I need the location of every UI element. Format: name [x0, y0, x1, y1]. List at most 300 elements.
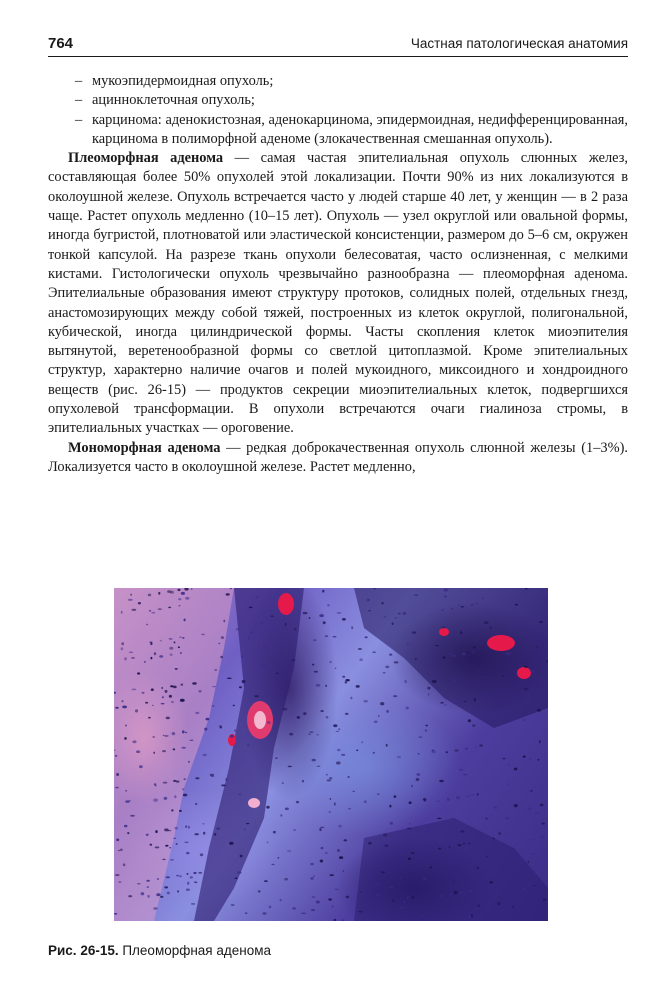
cell-nucleus	[534, 871, 536, 874]
cell-nucleus	[161, 687, 163, 689]
cell-nucleus	[245, 912, 248, 914]
cell-nucleus	[407, 896, 409, 899]
cell-nucleus	[195, 777, 199, 779]
cell-nucleus	[229, 842, 233, 845]
cell-nucleus	[454, 749, 458, 751]
cell-nucleus	[292, 659, 296, 661]
cell-nucleus	[341, 754, 345, 756]
cell-nucleus	[482, 597, 484, 600]
cell-nucleus	[456, 796, 460, 799]
cell-nucleus	[541, 823, 545, 825]
cell-nucleus	[191, 903, 195, 905]
cell-nucleus	[535, 812, 539, 814]
cell-nucleus	[149, 610, 151, 612]
cell-nucleus	[238, 793, 241, 795]
cell-nucleus	[337, 749, 341, 751]
cell-nucleus	[408, 857, 411, 860]
paragraph-text: — самая частая эпителиальная опухоль слюнных желез, составляющая более 50% опухолей этой локализации. Почти 90% из них локализуются в околоушной железе. Опухоль встречается часто у людей старше 40 лет, у женщин — в 2 раза чаще. Растет опухоль медленно (10–15 лет). Опухоль — узел округлой или овальной формы, иногда бугристой, плотноватой или эластической консистенции, размером до 5–6 см, окружен тонкой капсулой. На разрезе ткань опухоли белесоватая, часто ослизненная, с мелкими кистами. Гистологически опухоль чрезвычайно разнообразна — плеоморфная аденома. Эпителиальные образования имеют структуру протоков, солидных полей, отдельных гнезд, анастомозирующих между собой тяжей, построенных из клеток округлой, полигональной, кубической, иногда цилиндрической формы. Часты скопления клеток миоэпителия вытянутой, веретенообразной формы со светлой цитоплазмой. Кроме эпителиальных структур, характерно наличие очагов и полей мукоидного, миксоидного и хондроидного веществ (рис. 26-15) — продуктов секреции миоэпителиальных клеток, подвергшихся опухолевой трансформации. В опухоли встречаются очаги гиалиноза стромы, в эпителиальных участках — ороговение.	[48, 150, 628, 437]
cell-nucleus	[184, 778, 186, 780]
cell-nucleus	[195, 712, 199, 714]
cell-nucleus	[202, 754, 207, 756]
cell-nucleus	[242, 655, 244, 658]
cell-nucleus	[203, 832, 205, 835]
cell-nucleus	[174, 795, 176, 798]
cell-nucleus	[323, 621, 326, 624]
cell-nucleus	[344, 839, 348, 841]
cell-nucleus	[334, 919, 337, 921]
cell-nucleus	[278, 857, 280, 859]
cell-nucleus	[163, 735, 165, 736]
cell-nucleus	[223, 620, 225, 623]
cell-nucleus	[141, 692, 144, 694]
cell-nucleus	[475, 746, 477, 748]
cell-nucleus	[329, 811, 331, 813]
cell-nucleus	[121, 611, 123, 614]
cell-nucleus	[180, 652, 182, 654]
cell-nucleus	[288, 766, 292, 768]
cell-nucleus	[150, 844, 153, 846]
cell-nucleus	[339, 856, 343, 859]
cell-nucleus	[463, 774, 468, 775]
cell-nucleus	[532, 707, 534, 708]
cell-nucleus	[170, 654, 173, 656]
cell-nucleus	[449, 652, 452, 655]
cell-nucleus	[125, 725, 127, 727]
cell-nucleus	[508, 764, 510, 766]
cell-nucleus	[343, 870, 345, 872]
cell-nucleus	[530, 669, 535, 672]
cell-nucleus	[475, 603, 479, 605]
cell-nucleus	[285, 678, 288, 679]
cell-nucleus	[400, 851, 404, 852]
cell-nucleus	[442, 627, 446, 629]
cell-nucleus	[244, 828, 246, 831]
cell-nucleus	[195, 833, 199, 835]
cell-nucleus	[325, 685, 327, 688]
cell-nucleus	[451, 655, 456, 657]
cell-nucleus	[434, 675, 436, 678]
cell-nucleus	[280, 899, 282, 901]
cell-nucleus	[226, 593, 230, 596]
cell-nucleus	[338, 825, 341, 828]
cell-nucleus	[314, 671, 318, 673]
cell-nucleus	[181, 684, 184, 686]
cell-nucleus	[472, 651, 474, 653]
cell-nucleus	[179, 875, 182, 877]
cell-nucleus	[146, 624, 148, 625]
cell-nucleus	[356, 685, 360, 688]
list-item	[48, 111, 628, 150]
cell-nucleus	[248, 637, 250, 640]
cell-nucleus	[394, 795, 397, 798]
cell-nucleus	[373, 752, 375, 754]
cell-nucleus	[376, 893, 381, 896]
cell-nucleus	[430, 866, 432, 868]
cell-nucleus	[240, 855, 243, 858]
cell-nucleus	[462, 653, 466, 655]
term-pleomorphic-adenoma: Плеоморфная аденома	[68, 150, 224, 167]
cell-nucleus	[389, 887, 394, 888]
cell-nucleus	[377, 793, 380, 795]
figure-caption	[48, 943, 628, 958]
cell-nucleus	[218, 643, 220, 645]
cell-nucleus	[251, 631, 254, 633]
cell-nucleus	[321, 847, 324, 849]
cell-nucleus	[220, 656, 223, 659]
cell-nucleus	[463, 701, 466, 702]
cell-nucleus	[212, 686, 216, 687]
cell-nucleus	[427, 687, 430, 690]
cell-nucleus	[539, 621, 543, 623]
cell-nucleus	[138, 602, 141, 604]
cell-nucleus	[463, 843, 465, 845]
cell-nucleus	[254, 695, 259, 697]
cell-nucleus	[498, 832, 501, 835]
cell-nucleus	[530, 790, 533, 792]
cell-nucleus	[235, 878, 238, 880]
cell-nucleus	[519, 910, 522, 912]
cell-nucleus	[194, 881, 197, 883]
cell-nucleus	[437, 801, 440, 802]
cell-nucleus	[262, 664, 266, 666]
cell-nucleus	[392, 900, 394, 902]
dark-epithelial-nest	[354, 588, 548, 728]
cell-nucleus	[164, 797, 168, 800]
cell-nucleus	[474, 698, 476, 701]
cell-nucleus	[249, 607, 253, 609]
cell-nucleus	[132, 609, 137, 611]
cell-nucleus	[312, 896, 316, 897]
cell-nucleus	[123, 863, 126, 866]
cell-nucleus	[179, 637, 182, 638]
cell-nucleus	[443, 656, 446, 659]
cell-nucleus	[171, 809, 173, 811]
cell-nucleus	[319, 614, 324, 617]
cell-nucleus	[236, 628, 240, 631]
cell-nucleus	[334, 802, 336, 805]
cell-nucleus	[502, 675, 504, 677]
cell-nucleus	[185, 732, 187, 733]
cell-nucleus	[414, 848, 418, 850]
cell-nucleus	[188, 761, 190, 762]
cell-nucleus	[178, 646, 180, 648]
cell-nucleus	[444, 589, 448, 592]
cell-nucleus	[310, 863, 314, 865]
cell-nucleus	[432, 829, 434, 830]
list-item-text: карцинома: аденокистозная, аденокарцинома, эпидермоидная, недифференцированная, карцинома в полиморфной аденоме (злокачественная смешанная опухоль).	[92, 111, 628, 147]
cell-nucleus	[406, 707, 409, 710]
cell-nucleus	[239, 686, 242, 688]
cell-nucleus	[432, 680, 437, 683]
cell-nucleus	[198, 872, 202, 874]
cell-nucleus	[316, 734, 319, 735]
list-dash: –	[75, 73, 83, 89]
page-number: 764	[48, 35, 74, 52]
cell-nucleus	[285, 623, 287, 626]
cell-nucleus	[118, 881, 121, 882]
cell-nucleus	[342, 618, 346, 621]
cell-nucleus	[178, 589, 181, 591]
cell-nucleus	[115, 755, 118, 757]
cell-nucleus	[432, 750, 434, 752]
cell-nucleus	[193, 872, 196, 874]
cell-nucleus	[297, 716, 300, 719]
cell-nucleus	[184, 619, 186, 622]
cell-nucleus	[275, 757, 277, 759]
cell-nucleus	[206, 718, 210, 721]
cell-nucleus	[459, 701, 462, 703]
cell-nucleus	[130, 594, 132, 596]
cell-nucleus	[115, 707, 118, 709]
cell-nucleus	[361, 741, 363, 743]
cell-nucleus	[165, 690, 168, 693]
red-inclusion	[248, 798, 260, 808]
cell-nucleus	[540, 804, 544, 807]
cell-nucleus	[276, 672, 279, 674]
cell-nucleus	[174, 641, 176, 643]
cell-nucleus	[257, 596, 259, 599]
cell-nucleus	[115, 874, 120, 876]
cell-nucleus	[221, 784, 226, 786]
cell-nucleus	[182, 730, 185, 733]
cell-nucleus	[327, 604, 329, 606]
cell-nucleus	[144, 661, 146, 663]
cell-nucleus	[411, 785, 413, 788]
cell-nucleus	[137, 672, 140, 674]
cell-nucleus	[262, 912, 266, 914]
cell-nucleus	[183, 794, 187, 797]
cell-nucleus	[460, 606, 464, 608]
cell-nucleus	[148, 717, 151, 719]
cell-nucleus	[407, 828, 412, 830]
cell-nucleus	[147, 895, 149, 898]
cell-nucleus	[465, 748, 468, 750]
cell-nucleus	[225, 778, 228, 781]
cell-nucleus	[336, 761, 341, 764]
cell-nucleus	[383, 672, 386, 674]
carcinoma-list	[48, 72, 628, 149]
cell-nucleus	[162, 750, 166, 752]
cell-nucleus	[351, 626, 353, 629]
cell-nucleus	[294, 628, 296, 630]
cell-nucleus	[151, 612, 155, 613]
cell-nucleus	[399, 907, 403, 909]
cell-nucleus	[389, 654, 392, 656]
cell-nucleus	[148, 594, 151, 597]
cell-nucleus	[330, 874, 334, 876]
cell-nucleus	[287, 850, 291, 851]
cell-nucleus	[409, 823, 411, 825]
cell-nucleus	[345, 713, 349, 715]
cell-nucleus	[503, 622, 506, 624]
cell-nucleus	[368, 610, 370, 612]
cell-nucleus	[128, 895, 132, 897]
cell-nucleus	[450, 893, 452, 896]
cell-nucleus	[390, 822, 393, 825]
cell-nucleus	[470, 794, 475, 795]
cell-nucleus	[342, 676, 345, 678]
cell-nucleus	[116, 839, 119, 842]
list-item	[48, 91, 628, 110]
cell-nucleus	[540, 835, 545, 838]
cell-nucleus	[359, 658, 362, 661]
running-head: Частная патологическая анатомия	[410, 36, 628, 51]
cell-nucleus	[115, 787, 119, 789]
cell-nucleus	[484, 886, 487, 889]
cell-nucleus	[164, 828, 169, 831]
cell-nucleus	[364, 700, 368, 702]
cell-nucleus	[319, 828, 321, 831]
cell-nucleus	[514, 768, 517, 771]
cell-nucleus	[479, 744, 483, 746]
red-inclusion	[487, 635, 515, 651]
cell-nucleus	[280, 814, 282, 817]
cell-nucleus	[204, 728, 207, 731]
cell-nucleus	[192, 682, 197, 684]
cell-nucleus	[416, 778, 420, 781]
cell-nucleus	[399, 876, 401, 879]
cell-nucleus	[211, 705, 215, 706]
cell-nucleus	[146, 880, 149, 882]
cell-nucleus	[368, 842, 372, 845]
cell-nucleus	[456, 823, 458, 825]
cell-nucleus	[327, 779, 332, 781]
cell-nucleus	[378, 715, 380, 716]
cell-nucleus	[412, 896, 415, 898]
cell-nucleus	[335, 668, 337, 669]
cell-nucleus	[407, 643, 409, 645]
cell-nucleus	[514, 804, 518, 807]
cell-nucleus	[136, 750, 140, 753]
cell-nucleus	[489, 881, 493, 883]
cell-nucleus	[490, 626, 492, 629]
cell-nucleus	[177, 890, 179, 893]
term-monomorphic-adenoma: Мономорфная аденома	[68, 439, 221, 456]
cell-nucleus	[125, 800, 129, 802]
cell-nucleus	[471, 604, 474, 605]
cell-nucleus	[325, 852, 328, 854]
cell-nucleus	[534, 615, 538, 616]
cell-nucleus	[524, 688, 528, 691]
cell-nucleus	[170, 685, 174, 687]
cell-nucleus	[510, 626, 514, 629]
cell-nucleus	[393, 695, 397, 697]
cell-nucleus	[308, 734, 310, 736]
cell-nucleus	[506, 854, 508, 856]
cell-nucleus	[466, 795, 469, 798]
cell-nucleus	[195, 803, 197, 804]
cell-nucleus	[348, 808, 351, 810]
cell-nucleus	[515, 604, 519, 606]
cell-nucleus	[313, 639, 316, 641]
cell-nucleus	[529, 807, 532, 810]
cell-nucleus	[418, 736, 422, 738]
cell-nucleus	[358, 648, 362, 650]
cell-nucleus	[124, 657, 126, 660]
cell-nucleus	[122, 700, 124, 702]
cell-nucleus	[167, 590, 171, 593]
cell-nucleus	[533, 885, 535, 887]
cell-nucleus	[472, 724, 476, 726]
cell-nucleus	[447, 798, 449, 801]
cell-nucleus	[512, 906, 514, 909]
cell-nucleus	[317, 766, 321, 767]
cell-nucleus	[338, 729, 340, 730]
cell-nucleus	[147, 886, 149, 887]
cell-nucleus	[498, 902, 501, 905]
cell-nucleus	[181, 747, 186, 749]
cell-nucleus	[356, 750, 358, 751]
cell-nucleus	[468, 843, 471, 845]
cell-nucleus	[173, 748, 176, 750]
cell-nucleus	[170, 859, 174, 860]
cell-nucleus	[153, 799, 158, 802]
cell-nucleus	[137, 883, 141, 884]
cell-nucleus	[309, 731, 313, 733]
cell-nucleus	[293, 829, 296, 831]
cell-nucleus	[283, 708, 288, 711]
cell-nucleus	[122, 706, 127, 709]
cell-nucleus	[405, 680, 407, 683]
cell-nucleus	[157, 878, 159, 880]
cell-nucleus	[542, 590, 544, 593]
cell-nucleus	[124, 737, 127, 740]
cell-nucleus	[169, 638, 173, 639]
cell-nucleus	[394, 661, 399, 663]
cell-nucleus	[219, 725, 222, 726]
cell-nucleus	[154, 652, 156, 655]
cell-nucleus	[484, 621, 489, 624]
cell-nucleus	[145, 702, 148, 704]
cell-nucleus	[506, 652, 511, 655]
cell-nucleus	[169, 695, 172, 698]
cell-nucleus	[201, 634, 205, 635]
cell-nucleus	[436, 638, 438, 640]
cell-nucleus	[531, 853, 536, 855]
cell-nucleus	[520, 857, 524, 859]
cell-nucleus	[412, 631, 416, 633]
cell-nucleus	[537, 759, 539, 761]
cell-nucleus	[481, 676, 484, 677]
cell-nucleus	[121, 642, 124, 645]
cell-nucleus	[187, 873, 189, 875]
cell-nucleus	[155, 846, 160, 848]
cell-nucleus	[152, 736, 155, 737]
cell-nucleus	[269, 906, 272, 909]
cell-nucleus	[473, 646, 476, 648]
cell-nucleus	[171, 701, 174, 702]
cell-nucleus	[374, 721, 378, 724]
cell-nucleus	[181, 592, 185, 595]
cell-nucleus	[350, 697, 352, 700]
cell-nucleus	[478, 866, 482, 868]
cell-nucleus	[468, 719, 471, 722]
cell-nucleus	[160, 640, 162, 642]
cell-nucleus	[159, 655, 163, 658]
cell-nucleus	[316, 684, 321, 687]
cell-nucleus	[477, 793, 479, 796]
cell-nucleus	[200, 853, 203, 856]
cell-nucleus	[172, 732, 176, 735]
cell-nucleus	[285, 808, 289, 811]
cell-nucleus	[335, 889, 340, 890]
body-text	[48, 72, 628, 477]
cell-nucleus	[151, 688, 154, 691]
cell-nucleus	[185, 825, 187, 828]
cell-nucleus	[477, 671, 479, 673]
cell-nucleus	[273, 831, 276, 834]
cell-nucleus	[166, 876, 170, 878]
